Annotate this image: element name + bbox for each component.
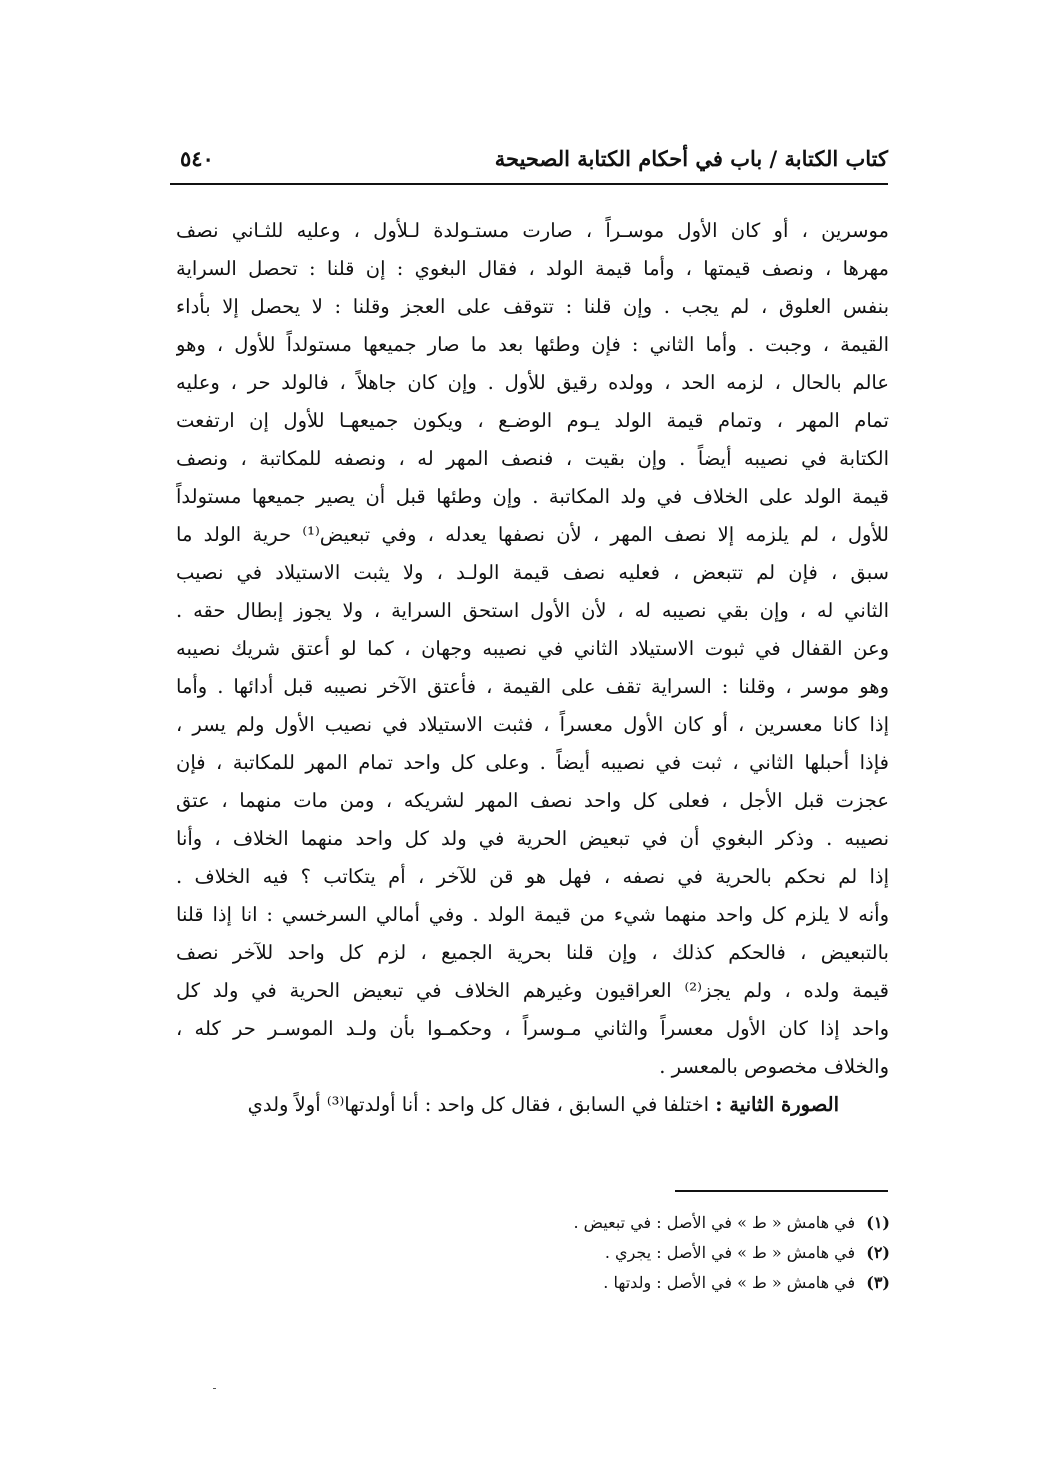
text-line: الكتابة في نصيبه أيضاً . وإن بقيت ، فنصف المهر له ، ونصفه للمكاتبة ، ونصف [176, 447, 889, 470]
text-line: سبق ، فإن لم تتبعض ، فعليه نصف قيمة الولـد ، ولا يثبت الاستيلاد في نصيب [176, 561, 889, 584]
page-number: ٥٤٠ [180, 146, 214, 171]
text-line: والخلاف مخصوص بالمعسر . [659, 1055, 889, 1078]
text-line: مهرها ، ونصف قيمتها ، وأما قيمة الولد ، فقال البغوي : إن قلنا : تحصل السراية [176, 257, 889, 280]
footnote [400, 1268, 890, 1298]
running-header [180, 146, 888, 182]
footnote-text: في هامش « ط » في الأصل : في تبعيض . [573, 1213, 856, 1232]
text-line: موسرين ، أو كان الأول موسـراً ، صارت مستـولدة لـلأول ، وعليه للثـاني نصف [176, 219, 889, 242]
text-line: فإذا أحبلها الثاني ، ثبت في نصيبه أيضاً . وعلى كل واحد تمام المهر للمكاتبة ، فإن [176, 751, 889, 774]
body-text [176, 212, 889, 1124]
text-line: إذا لم نحكم بالحرية في نصفه ، فهل هو قن للآخر ، أم يتكاتب ؟ فيه الخلاف . [176, 865, 889, 888]
text-line: بنفس العلوق ، لم يجب . وإن قلنا : تتوقف على العجز وقلنا : لا يحصل إلا بأداء [176, 295, 889, 318]
text-line: تمام المهر ، وتمام قيمة الولد يـوم الوضـع ، ويكون جميعهـا للأول إن ارتفعت [176, 409, 889, 432]
text-line: وعن القفال في ثبوت الاستيلاد الثاني في نصيبه وجهان ، كما لو أعتق شريك نصيبه [176, 637, 889, 660]
footnote-divider [675, 1190, 888, 1192]
footnotes [400, 1208, 890, 1298]
footnote-text: في هامش « ط » في الأصل : ولدتها . [603, 1273, 856, 1292]
footnote-number: (١) [866, 1213, 890, 1232]
header-divider [170, 183, 888, 185]
footnote-text: في هامش « ط » في الأصل : يجري . [604, 1243, 856, 1262]
text-line: الثاني له ، وإن بقي نصيبه له ، لأن الأول استحق السراية ، ولا يجوز إبطال حقه . [176, 599, 889, 622]
footnote [400, 1238, 890, 1268]
scan-speck [213, 1388, 216, 1389]
text-line: للأول ، لم يلزمه إلا نصف المهر ، لأن نصفها يعدله ، وفي تبعيض⁽¹⁾ حرية الولد ما [176, 523, 889, 546]
text-line: القيمة ، وجبت . وأما الثاني : فإن وطئها بعد ما صار جميعها مستولداً للأول ، وهو [176, 333, 889, 356]
footnote-number: (٢) [866, 1243, 890, 1262]
text-line: عجزت قبل الأجل ، فعلى كل واحد نصف المهر لشريكه ، ومن مات منهما ، عتق [176, 789, 889, 812]
text-line: نصيبه . وذكر البغوي أن في تبعيض الحرية في ولد كل واحد منهما الخلاف ، وأنا [176, 827, 889, 850]
text-line: واحد إذا كان الأول معسراً والثاني مـوسراً ، وحكمـوا بأن ولـد الموسـر حر كله ، [176, 1017, 889, 1040]
text-line: وأنه لا يلزم كل واحد منهما شيء من قيمة الولد . وفي أمالي السرخسي : انا إذا قلنا [176, 903, 889, 926]
text-line: بالتبعيض ، فالحكم كذلك ، وإن قلنا بحرية الجميع ، لزم كل واحد للآخر نصف [176, 941, 889, 964]
section-text: اختلفا في السابق ، فقال كل واحد : أنا أولدتها⁽³⁾ أولاً ولدي [247, 1093, 710, 1116]
footnote [400, 1208, 890, 1238]
section-heading: الصورة الثانية : [715, 1093, 839, 1116]
text-line: عالم بالحال ، لزمه الحد ، وولده رقيق للأول . وإن كان جاهلاً ، فالولد حر ، وعليه [176, 371, 889, 394]
footnote-number: (٣) [866, 1273, 890, 1292]
text-line: قيمة ولده ، ولم يجز⁽²⁾ العراقيون وغيرهم الخلاف في تبعيض الحرية في ولد كل [176, 979, 889, 1002]
header-title: كتاب الكتابة / باب في أحكام الكتابة الصحيحة [494, 146, 888, 171]
section-opening-line [176, 1086, 889, 1124]
text-line: إذا كانا معسرين ، أو كان الأول معسراً ، فثبت الاستيلاد في نصيب الأول ولم يسر ، [176, 713, 889, 736]
text-line: قيمة الولد على الخلاف في ولد المكاتبة . وإن وطئها قبل أن يصير جميعها مستولداً [176, 485, 889, 508]
text-line: وهو موسر ، وقلنا : السراية تقف على القيمة ، فأعتق الآخر نصيبه قبل أدائها . وأما [176, 675, 889, 698]
